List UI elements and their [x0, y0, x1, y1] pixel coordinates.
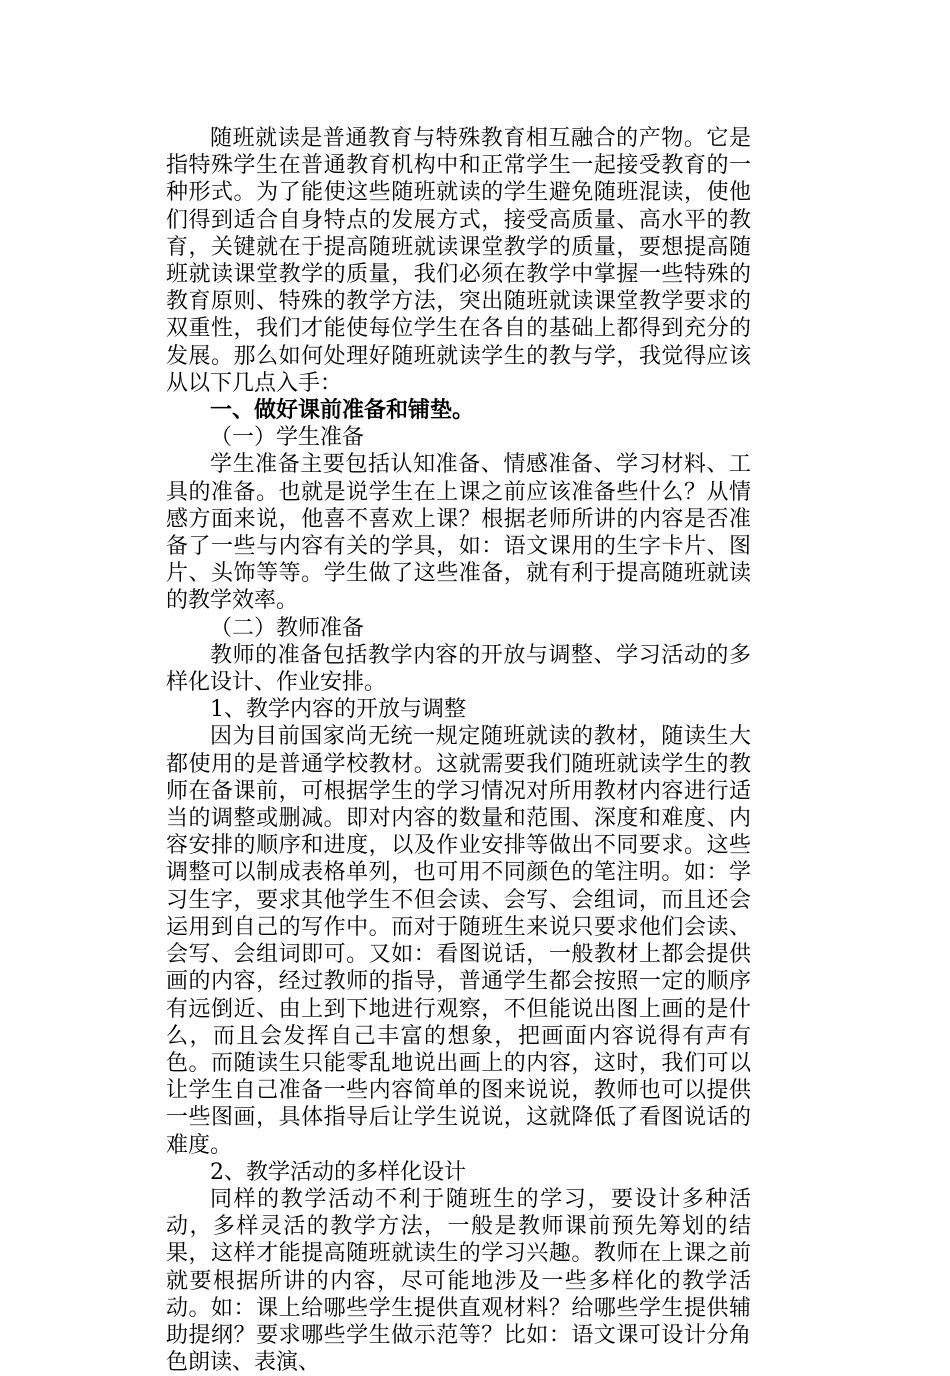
teacher-prep-paragraph: 教师的准备包括教学内容的开放与调整、学习活动的多样化设计、作业安排。 — [166, 642, 751, 696]
intro-paragraph: 随班就读是普通教育与特殊教育相互融合的产物。它是指特殊学生在普通教育机构中和正常学生一起接受教育的一种形式。为了能使这些随班就读的学生避免随班混读，使他们得到适合自身特点的发展方式，接受高质量、高水平的教育，关键就在于提高随班就读课堂教学的质量，要想提高随班就读课堂教学的质量，我们必须在教学中掌握一些特殊的教育原则、特殊的教学方法，突出随班就读课堂教学要求的双重性，我们才能使每位学生在各自的基础上都得到充分的发展。那么如何处理好随班就读学生的教与学，我觉得应该从以下几点入手： — [166, 126, 751, 396]
student-prep-paragraph: 学生准备主要包括认知准备、情感准备、学习材料、工具的准备。也就是说学生在上课之前应该准备些什么？从情感方面来说，他喜不喜欢上课？根据老师所讲的内容是否准备了一些与内容有关的学具，如：语文课用的生字卡片、图片、头饰等等。学生做了这些准备，就有利于提高随班就读的教学效率。 — [166, 452, 751, 614]
section-heading-1: 一、做好课前准备和铺垫。 — [210, 397, 475, 424]
subsection-heading-student-prep: （一）学生准备 — [210, 425, 365, 451]
document-body — [166, 125, 751, 1376]
subsection-heading-teacher-prep: （二）教师准备 — [210, 615, 365, 641]
activity-design-paragraph: 同样的教学活动不利于随班生的学习，要设计多种活动，多样灵活的教学方法，一般是教师课前预先筹划的结果，这样才能提高随班就读生的学习兴趣。教师在上课之前就要根据所讲的内容，尽可能地涉及一些多样化的教学活动。如：课上给哪些学生提供直观材料？给哪些学生提供辅助提纲？要求哪些学生做示范等？比如：语文课可设计分角色朗读、表演、 — [166, 1186, 751, 1376]
content-adjustment-paragraph: 因为目前国家尚无统一规定随班就读的教材，随读生大都使用的是普通学校教材。这就需要我们随班就读学生的教师在备课前，可根据学生的学习情况对所用教材内容进行适当的调整或删减。即对内容的数量和范围、深度和难度、内容安排的顺序和进度，以及作业安排等做出不同要求。这些调整可以制成表格单列，也可用不同颜色的笔注明。如：学习生字，要求其他学生不但会读、会写、会组词，而且还会运用到自己的写作中。而对于随班生来说只要求他们会读、会写、会组词即可。又如：看图说话，一般教材上都会提供画的内容，经过教师的指导，普通学生都会按照一定的顺序有远倒近、由上到下地进行观察，不但能说出图上画的是什么，而且会发挥自己丰富的想象，把画面内容说得有声有色。而随读生只能零乱地说出画上的内容，这时，我们可以让学生自己准备一些内容简单的图来说说，教师也可以提供一些图画，具体指导后让学生说说，这就降低了看图说话的难度。 — [166, 724, 751, 1158]
item-heading-activity-design: 2、教学活动的多样化设计 — [210, 1159, 466, 1185]
item-heading-content-adjustment: 1、教学内容的开放与调整 — [210, 697, 466, 723]
